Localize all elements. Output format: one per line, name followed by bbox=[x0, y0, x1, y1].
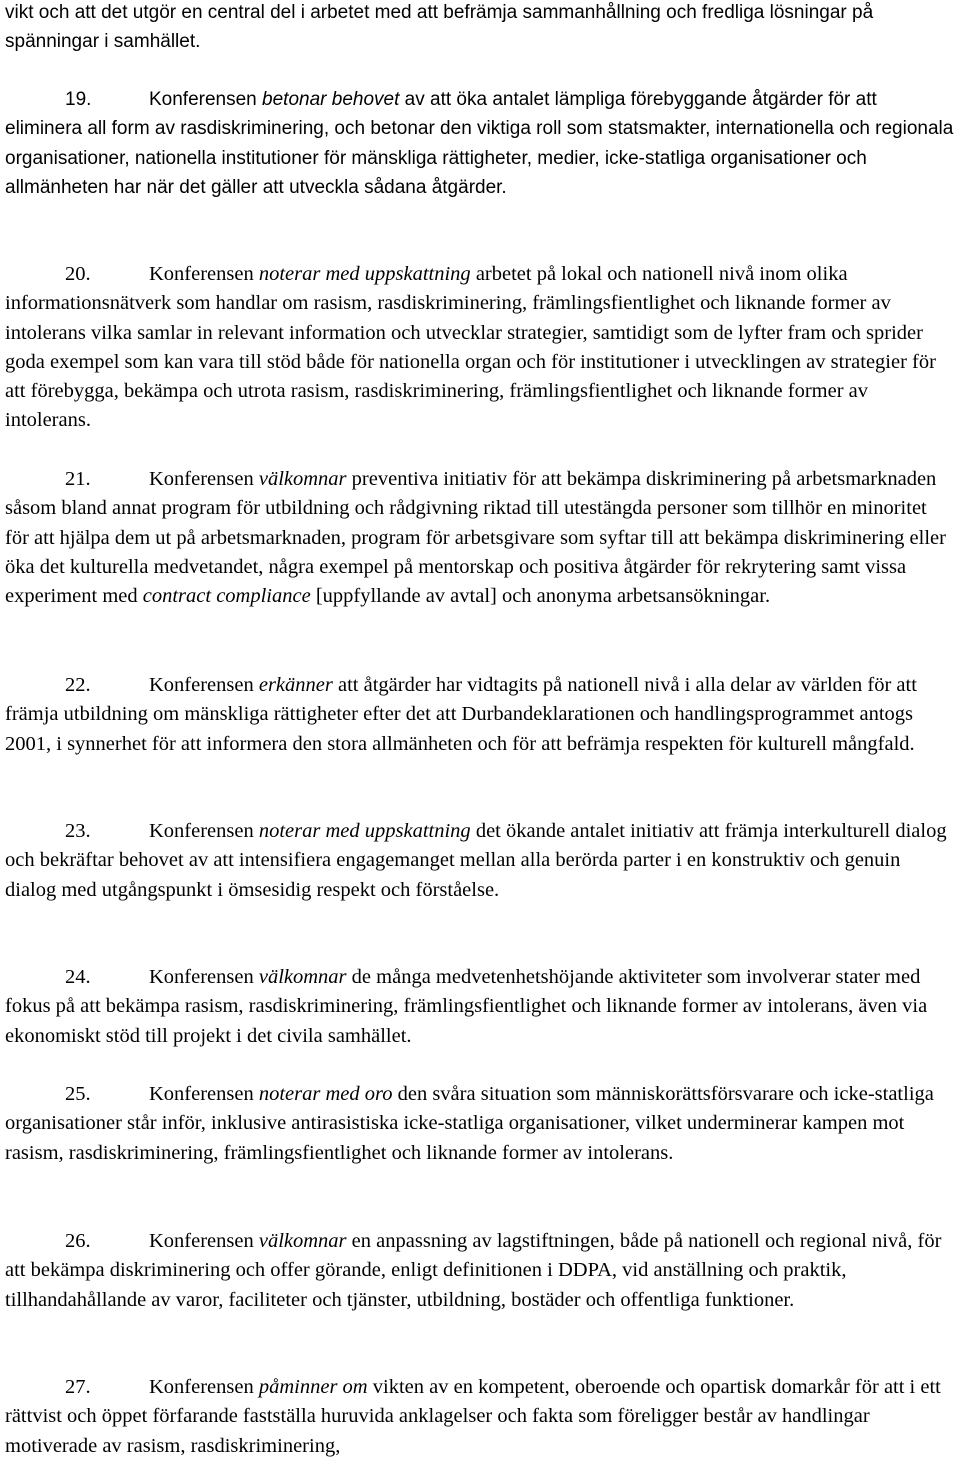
paragraph-25 bbox=[5, 1080, 955, 1168]
paragraph-21 bbox=[5, 465, 955, 611]
paragraph-22 bbox=[5, 671, 955, 759]
paragraph-lead: Konferensen bbox=[149, 263, 259, 285]
paragraph-text: vikten av en kompetent, oberoende och opartisk domarkår för att i ett rättvist och öppet förfarande fastställa huruvida anklagelser och fakta som föreligger består av handlingar motiverade av rasism, rasdiskriminering, bbox=[5, 1376, 941, 1457]
paragraph-text: en anpassning av lagstiftningen, både på nationell och regional nivå, för att bekämpa diskriminering och offer görande, enligt definitionen i DDPA, vid anställning och praktik, tillhandahållande av varor, faciliteter och tjänster, utbildning, bostäder och offentliga funktioner. bbox=[5, 1230, 942, 1311]
paragraph-emphasis: påminner om bbox=[258, 1376, 368, 1398]
paragraph-emphasis: noterar med oro bbox=[258, 1083, 393, 1105]
paragraph-number: 24. bbox=[65, 966, 91, 988]
paragraph-text: det ökande antalet initiativ att främja interkulturell dialog och bekräftar behovet av att intensifiera engagemanget mellan alla berörda parter i en konstruktiv och genuin dialog med utgångspunkt i ömsesidig respekt och förståelse. bbox=[5, 820, 947, 901]
paragraph-text: den svåra situation som människorättsförsvarare och icke-statliga organisationer står inför, inklusive antirasistiska icke-statliga organisationer, vilket underminerar kampen mot rasism, rasdiskriminering, främlingsfientlighet och liknande former av intolerans. bbox=[5, 1083, 934, 1164]
paragraph-number: 19. bbox=[65, 89, 92, 110]
paragraph-number: 25. bbox=[65, 1083, 91, 1105]
paragraph-lead: Konferensen bbox=[149, 1083, 259, 1105]
paragraph-lead: Konferensen bbox=[149, 89, 263, 110]
paragraph-emphasis: välkomnar bbox=[258, 468, 347, 490]
paragraph-number: 20. bbox=[65, 263, 91, 285]
paragraph-number: 21. bbox=[65, 468, 91, 490]
paragraph-number: 22. bbox=[65, 674, 91, 696]
paragraph-emphasis: erkänner bbox=[258, 674, 333, 696]
paragraph-27 bbox=[5, 1373, 955, 1461]
paragraph-lead: Konferensen bbox=[149, 820, 259, 842]
paragraph-emphasis: noterar med uppskattning bbox=[258, 820, 471, 842]
paragraph-lead: Konferensen bbox=[149, 1376, 259, 1398]
paragraph-number: 26. bbox=[65, 1230, 91, 1252]
paragraph-emphasis: betonar behovet bbox=[262, 89, 400, 110]
paragraph-26 bbox=[5, 1227, 955, 1315]
paragraph-lead: Konferensen bbox=[149, 966, 259, 988]
paragraph-text: av att öka antalet lämpliga förebyggande åtgärder för att eliminera all form av rasdiskriminering, och betonar den viktiga roll som statsmakter, internationella och regionala organisationer, nationella institutioner för mänskliga rättigheter, medier, icke-statliga organisationer och allmänheten har när det gäller att utveckla sådana åtgärder. bbox=[5, 89, 954, 198]
paragraph-emphasis: välkomnar bbox=[258, 966, 347, 988]
paragraph-23 bbox=[5, 817, 955, 905]
paragraph-emphasis: noterar med uppskattning bbox=[258, 263, 471, 285]
paragraph-text: att åtgärder har vidtagits på nationell nivå i alla delar av världen för att främja utbildning om mänskliga rättigheter efter det att Durbandeklarationen och handlingsprogrammet antogs 2001, i synnerhet för att informera den stora allmänheten och för att befrämja respekten för kulturell mångfald. bbox=[5, 674, 917, 755]
paragraph-number: 27. bbox=[65, 1376, 91, 1398]
paragraph-text: de många medvetenhetshöjande aktiviteter som involverar stater med fokus på att bekämpa rasism, rasdiskriminering, främlingsfientlighet och liknande former av intolerans, även via ekonomiskt stöd till projekt i det civila samhället. bbox=[5, 966, 928, 1047]
paragraph-continued bbox=[5, 0, 955, 57]
paragraph-text: arbetet på lokal och nationell nivå inom olika informationsnätverk som handlar om rasism, rasdiskriminering, främlingsfientlighet och liknande former av intolerans vilka samlar in relevant information och utvecklar strategier, samtidigt som de lyfter fram och sprider goda exempel som kan vara till stöd både för nationella organ och för institutioner i utvecklingen av strategier för att förebygga, bekämpa och utrota rasism, rasdiskriminering, främlingsfientlighet och liknande former av intolerans. bbox=[5, 263, 936, 432]
paragraph-text: vikt och att det utgör en central del i arbetet med att befrämja sammanhållning och fredliga lösningar på spänningar i samhället. bbox=[5, 2, 874, 53]
paragraph-emphasis-term: contract compliance bbox=[142, 585, 311, 608]
paragraph-lead: Konferensen bbox=[149, 468, 259, 490]
paragraph-emphasis: välkomnar bbox=[258, 1230, 347, 1252]
paragraph-24 bbox=[5, 963, 955, 1051]
paragraph-text-end: [uppfyllande av avtal] och anonyma arbetsansökningar. bbox=[310, 585, 771, 608]
paragraph-19 bbox=[5, 85, 955, 202]
paragraph-lead: Konferensen bbox=[149, 674, 259, 696]
paragraph-lead: Konferensen bbox=[149, 1230, 259, 1252]
paragraph-20 bbox=[5, 260, 955, 436]
paragraph-number: 23. bbox=[65, 820, 91, 842]
paragraph-text: preventiva initiativ för att bekämpa diskriminering på arbetsmarknaden såsom bland annat program för utbildning och rådgivning riktad till utestängda personer som tillhör en minoritet för att hjälpa dem ut på arbetsmarknaden, program för arbetsgivare som syftar till att bekämpa diskriminering eller öka det kulturella medvetandet, några exempel på mentorskap och positiva åtgärder för rekrytering samt vissa experiment med bbox=[5, 468, 946, 608]
